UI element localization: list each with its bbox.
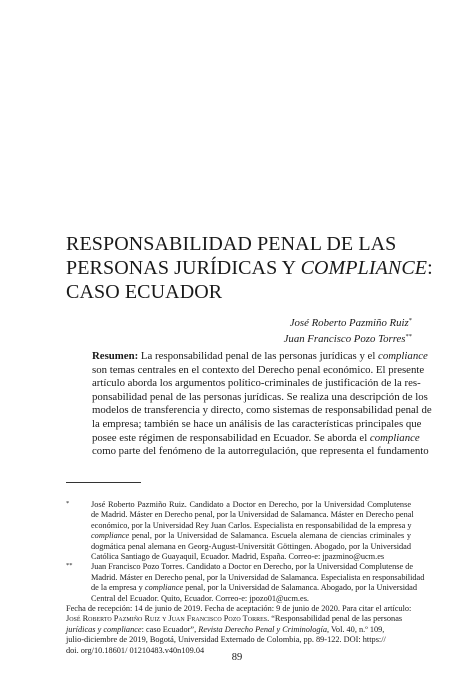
footnote-text: penal, por la Universidad de Salamanca. Abogado, por la Universidad — [183, 583, 418, 593]
footnote-mark: * — [408, 317, 412, 324]
abstract-line: como parte del fenómeno de la autorregulación, que representa el fundamento — [92, 445, 429, 458]
abstract-text: La responsabilidad penal de las personas jurídicas y el — [138, 350, 379, 362]
citation-text: . “Responsabilidad penal de las personas — [267, 614, 403, 624]
footnote-text: penal, por la Universidad de Salamanca. Escuela alemana de ciencias criminales y — [129, 531, 411, 541]
author-1-name: José Roberto Pazmiño Ruiz — [289, 317, 409, 329]
citation-line: Fecha de recepción: 14 de junio de 2019. Fecha de aceptación: 9 de junio de 2020. Para citar el artículo: — [66, 604, 412, 614]
footnote-line — [91, 531, 411, 541]
title-text: PERSONAS JURÍDICAS Y — [66, 257, 301, 279]
footnote-1 — [66, 500, 414, 562]
footnote-line: Central del Ecuador. Quito, Ecuador. Correo-e: jpozo01@ucm.es. — [91, 593, 309, 603]
citation-journal: Revista Derecho Penal y Criminología — [198, 624, 327, 634]
abstract-italic-term: compliance — [378, 350, 428, 362]
citation-text: , Vol. 40, n.º 109, — [327, 624, 385, 634]
footnote-line: económico, por la Universidad Rey Juan Carlos. Especialista en responsabilidad de la empresa y — [91, 520, 412, 530]
footnote-line: Juan Francisco Pozo Torres. Candidato a Doctor en Derecho, por la Universidad Complutense de — [91, 562, 414, 572]
footnote-italic-term: compliance — [144, 583, 184, 593]
footnote-line — [91, 583, 418, 593]
abstract-line: la empresa; también se hace un análisis de las características principales que — [92, 417, 422, 430]
citation-line — [66, 614, 411, 624]
citation-line: julio-diciembre de 2019, Bogotá, Universidad Externado de Colombia, pp. 89-122. DOI: https:// — [66, 635, 386, 645]
abstract-line — [92, 431, 420, 446]
abstract-line: ponsabilidad penal de las personas jurídicas. Se realiza una descripción de los — [92, 390, 428, 403]
title-italic-term: COMPLIANCE — [300, 257, 428, 279]
abstract-italic-term: compliance — [369, 431, 420, 444]
footnotes — [66, 500, 425, 656]
title-line-3: CASO ECUADOR — [66, 281, 223, 303]
footnote-line: Madrid. Máster en Derecho penal, por la Universidad de Salamanca. Especialista en responsabilidad — [91, 572, 425, 582]
abstract — [92, 350, 432, 459]
author-1 — [284, 314, 412, 330]
article-title — [66, 232, 433, 304]
author-2-name: Juan Francisco Pozo Torres — [283, 333, 406, 345]
footnote-separator — [66, 482, 141, 483]
author-list — [284, 314, 412, 346]
footnote-mark: ** — [405, 333, 412, 340]
footnote-mark: * — [66, 500, 70, 507]
citation-doi: doi. org/10.18601/ 01210483.v40n109.04 — [66, 645, 205, 655]
abstract-line — [92, 350, 428, 364]
citation-italic: compliance — [103, 624, 142, 634]
footnote-line: dogmática penal alemana en Georg-August-Universität Göttingen. Abogado, por la Universidad — [91, 541, 411, 551]
citation-italic: jurídicas y — [66, 624, 104, 634]
citation-authors: José Roberto Pazmiño Ruiz y Juan Francisco Pozo Torres — [66, 614, 268, 624]
title-line-1: RESPONSABILIDAD PENAL DE LAS — [66, 233, 397, 255]
footnote-2 — [66, 562, 425, 604]
footnote-italic-term: compliance — [91, 531, 130, 541]
abstract-line: son temas centrales en el contexto del Derecho penal económico. El presente — [92, 363, 425, 376]
page-number: 89 — [231, 652, 243, 663]
abstract-line: artículo aborda los argumentos político-criminales de justificación de la res- — [92, 377, 421, 390]
footnote-line: Católica Santiago de Guayaquil, Ecuador. Madrid, España. Correo-e: jpazmino@ucm.es — [91, 552, 385, 562]
author-2 — [284, 330, 412, 346]
abstract-line: modelos de transferencia y directo, como sistemas de responsabilidad penal de — [92, 404, 432, 417]
citation-block — [66, 604, 411, 656]
footnote-text: de la empresa y — [91, 583, 145, 593]
footnote-line: de Madrid. Máster en Derecho penal, por la Universidad de Salamanca. Máster en Derecho penal — [91, 510, 414, 520]
footnote-line: José Roberto Pazmiño Ruiz. Candidato a Doctor en Derecho, por la Universidad Complutense — [91, 500, 411, 509]
title-line-2 — [66, 256, 433, 280]
abstract-label: Resumen: — [92, 350, 139, 362]
abstract-text: posee este régimen de responsabilidad en Ecuador. Se aborda el — [92, 431, 370, 444]
footnote-mark: ** — [66, 562, 73, 570]
citation-text: : caso Ecuador”, — [141, 624, 199, 634]
citation-line — [66, 625, 411, 635]
title-colon: : — [427, 257, 433, 279]
